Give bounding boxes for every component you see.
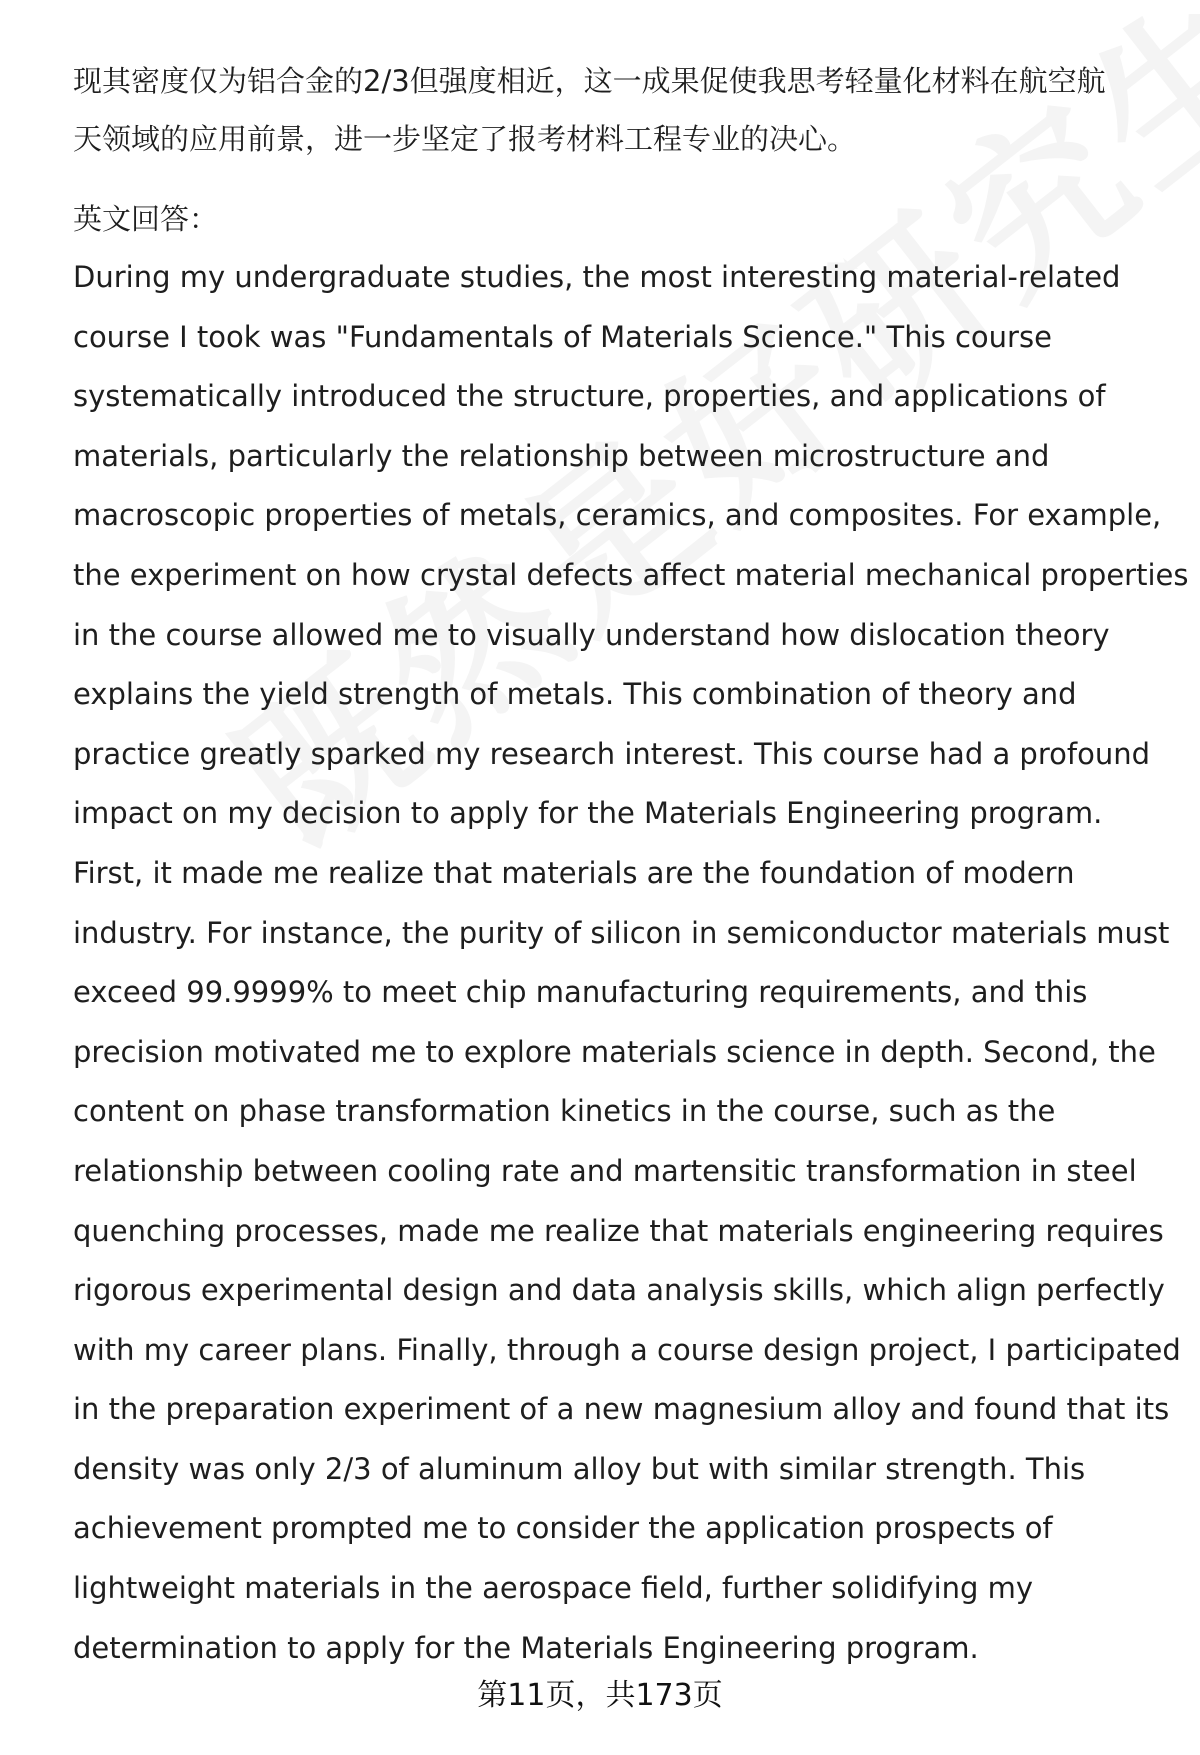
english-text-line: materials, particularly the relationship between microstructure and <box>73 438 1050 473</box>
english-answer-body <box>73 248 1189 1678</box>
english-text-line: impact on my decision to apply for the Materials Engineering program. <box>73 796 1103 831</box>
english-text-line: exceed 99.9999% to meet chip manufacturing requirements, and this <box>73 975 1088 1010</box>
page-number-footer: 第11页，共173页 <box>477 1678 723 1713</box>
english-text-line: First, it made me realize that materials are the foundation of modern <box>73 855 1075 890</box>
english-text-line: industry. For instance, the purity of silicon in semiconductor materials must <box>73 915 1170 950</box>
chinese-text-line: 天领域的应用前景，进一步坚定了报考材料工程专业的决心。 <box>73 122 857 156</box>
english-text-line: practice greatly sparked my research interest. This course had a profound <box>73 736 1150 771</box>
document-body <box>73 52 1189 1678</box>
chinese-text-line: 现其密度仅为铝合金的2/3但强度相近，这一成果促使我思考轻量化材料在航空航 <box>73 64 1106 98</box>
english-text-line: determination to apply for the Materials Engineering program. <box>73 1630 979 1665</box>
english-text-line: relationship between cooling rate and martensitic transformation in steel <box>73 1153 1137 1188</box>
english-text-line: quenching processes, made me realize that materials engineering requires <box>73 1213 1164 1248</box>
english-text-line: explains the yield strength of metals. This combination of theory and <box>73 677 1077 712</box>
english-text-line: precision motivated me to explore materials science in depth. Second, the <box>73 1034 1156 1069</box>
english-text-line: achievement prompted me to consider the application prospects of <box>73 1511 1053 1546</box>
english-answer-heading: 英文回答： <box>73 202 219 236</box>
english-text-line: course I took was "Fundamentals of Materials Science." This course <box>73 319 1052 354</box>
english-text-line: the experiment on how crystal defects affect material mechanical properties <box>73 557 1189 592</box>
english-text-line: density was only 2/3 of aluminum alloy but with similar strength. This <box>73 1451 1086 1486</box>
english-text-line: lightweight materials in the aerospace field, further solidifying my <box>73 1571 1034 1606</box>
english-text-line: in the course allowed me to visually understand how dislocation theory <box>73 617 1110 652</box>
english-text-line: systematically introduced the structure, properties, and applications of <box>73 379 1106 414</box>
english-text-line: During my undergraduate studies, the most interesting material-related <box>73 260 1121 294</box>
english-text-line: in the preparation experiment of a new magnesium alloy and found that its <box>73 1392 1170 1427</box>
english-text-line: with my career plans. Finally, through a course design project, I participated <box>73 1332 1181 1367</box>
english-text-line: macroscopic properties of metals, ceramics, and composites. For example, <box>73 498 1162 533</box>
english-text-line: content on phase transformation kinetics in the course, such as the <box>73 1094 1056 1129</box>
english-text-line: rigorous experimental design and data analysis skills, which align perfectly <box>73 1273 1165 1308</box>
